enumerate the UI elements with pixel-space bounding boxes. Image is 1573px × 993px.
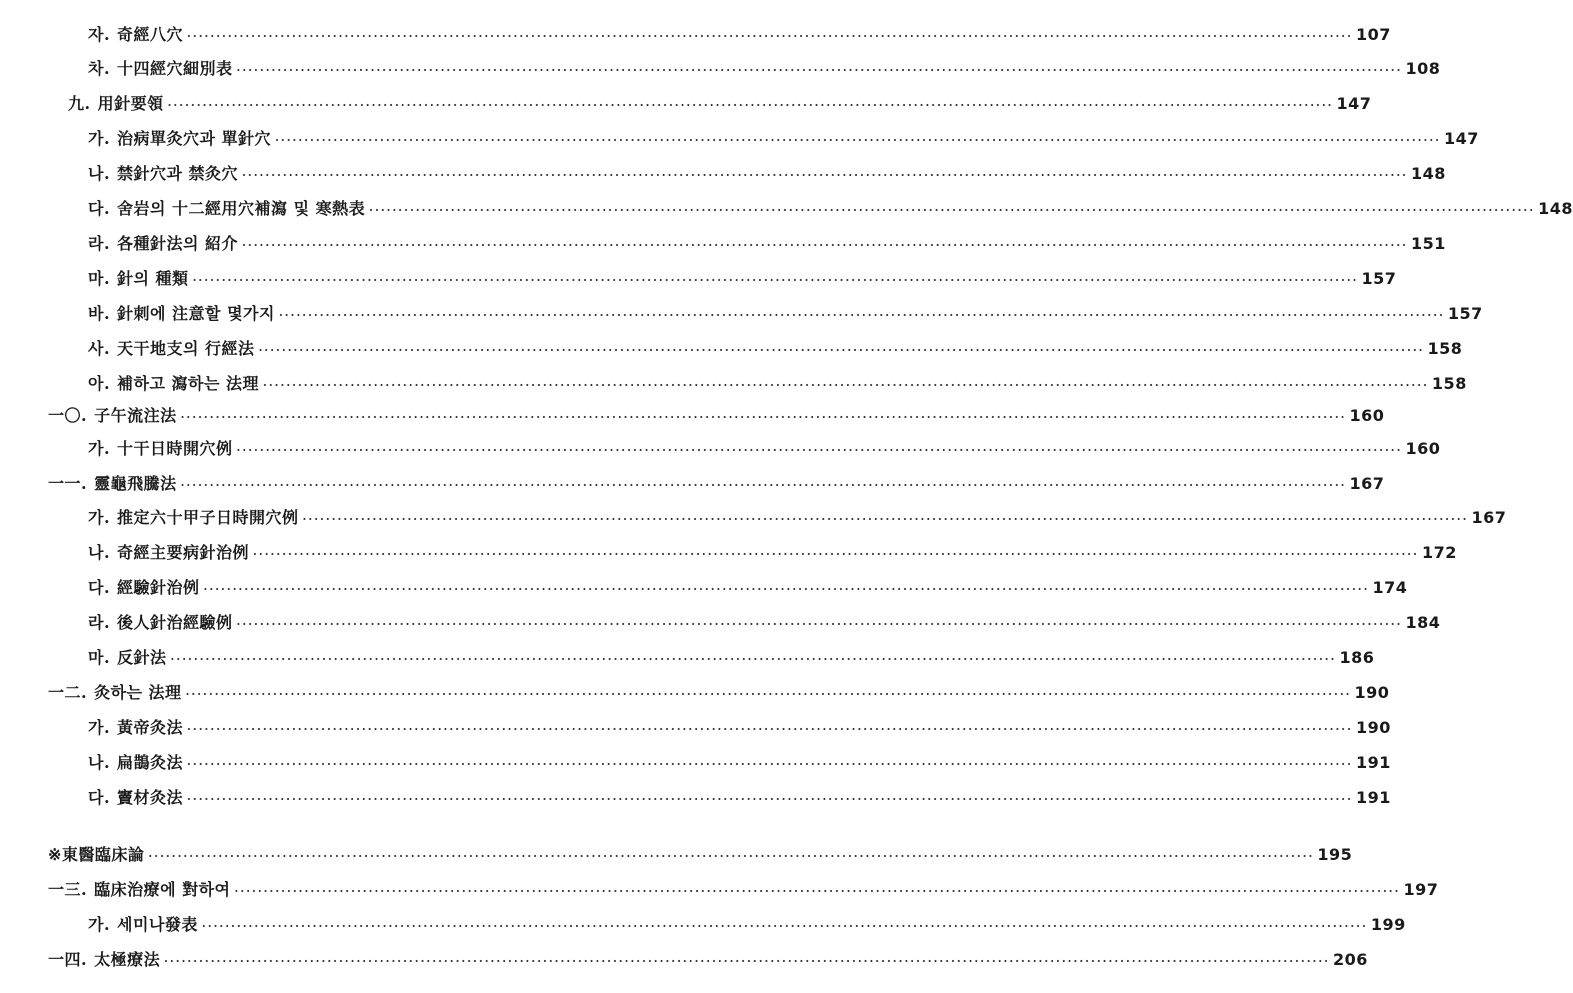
- toc-entry-title: 治病單灸穴과 單針穴: [117, 129, 272, 148]
- toc-entry-title: 推定六十甲子日時開穴例: [117, 508, 299, 527]
- toc-entry-page-number: 160: [1349, 406, 1385, 425]
- toc-entry: [88, 262, 1397, 296]
- dot-leader: ········································································································································································································: [170, 653, 1337, 666]
- toc-entry-title: 黃帝灸法: [117, 718, 184, 737]
- toc-entry-title: 東醫臨床論: [61, 845, 145, 864]
- toc-entry-number: 바.: [88, 304, 111, 323]
- toc-entry: [88, 781, 1391, 815]
- toc-entry: [88, 192, 1573, 226]
- toc-entry-page-number: 157: [1361, 269, 1397, 288]
- toc-entry-page-number: 147: [1336, 94, 1372, 113]
- toc-entry-number: 자.: [88, 25, 111, 44]
- toc-entry-page-number: 167: [1471, 508, 1507, 527]
- toc-entry-page-number: 158: [1427, 339, 1463, 358]
- dot-leader: ········································································································································································································: [302, 513, 1469, 526]
- toc-entry-number: 나.: [88, 543, 111, 562]
- toc-entry-title: 十四經穴細別表: [117, 59, 233, 78]
- toc-entry: [48, 467, 1385, 501]
- toc-entry: [88, 746, 1391, 780]
- dot-leader: ········································································································································································································: [278, 309, 1445, 322]
- toc-entry-number: 一一.: [48, 474, 88, 493]
- dot-leader: ········································································································································································································: [263, 379, 1429, 392]
- dot-leader: ········································································································································································································: [234, 885, 1401, 898]
- toc-entry-title: 子午流注法: [94, 406, 177, 425]
- toc-entry: [88, 908, 1406, 942]
- toc-entry: [48, 399, 1385, 433]
- toc-entry-number: 가.: [88, 439, 111, 458]
- toc-entry-number: 一〇.: [48, 406, 88, 425]
- toc-entry-title: 奇經八穴: [117, 25, 184, 44]
- dot-leader: ········································································································································································································: [203, 583, 1370, 596]
- toc-entry-number: 가.: [88, 915, 111, 934]
- toc-entry: [88, 536, 1457, 570]
- toc-entry: [68, 87, 1372, 121]
- toc-entry-title: 奇經主要病針治例: [117, 543, 250, 562]
- toc-entry: [88, 297, 1483, 331]
- toc-entry-page-number: 206: [1333, 950, 1368, 969]
- dot-leader: ········································································································································································································: [258, 344, 1425, 357]
- toc-entry-number: 차.: [88, 59, 111, 78]
- toc-entry-title: 各種針法의 紹介: [117, 234, 239, 253]
- dot-leader: ········································································································································································································: [275, 134, 1441, 147]
- dot-leader: ········································································································································································································: [236, 64, 1403, 77]
- dot-leader: ········································································································································································································: [187, 793, 1353, 806]
- dot-leader: ········································································································································································································: [253, 548, 1419, 561]
- toc-entry: [88, 227, 1446, 261]
- toc-entry-page-number: 148: [1410, 164, 1446, 183]
- toc-entry-page-number: 184: [1405, 613, 1441, 632]
- toc-entry-number: 다.: [88, 788, 111, 807]
- toc-entry-page-number: 195: [1317, 845, 1353, 864]
- toc-entry-title: 臨床治療에 對하여: [94, 880, 231, 899]
- toc-entry: [88, 606, 1441, 640]
- toc-entry: [48, 676, 1390, 710]
- dot-leader: ········································································································································································································: [180, 411, 1347, 424]
- toc-entry-page-number: 197: [1403, 880, 1439, 899]
- toc-entry-number: 라.: [88, 234, 111, 253]
- toc-entry-page-number: 151: [1410, 234, 1446, 253]
- dot-leader: ········································································································································································································: [148, 850, 1315, 863]
- toc-entry-title: 後人針治經驗例: [117, 613, 233, 632]
- toc-entry-page-number: 148: [1538, 199, 1573, 218]
- toc-entry: [88, 367, 1467, 401]
- toc-entry-page-number: 190: [1355, 718, 1391, 737]
- toc-entry-title: 用針要領: [97, 94, 164, 113]
- toc-entry: [88, 641, 1375, 675]
- toc-entry: [88, 52, 1441, 86]
- toc-entry-title: 補하고 瀉하는 法理: [117, 374, 259, 393]
- toc-entry-title: 經驗針治例: [117, 578, 200, 597]
- toc-entry-title: 扁鵲灸法: [117, 753, 184, 772]
- toc-entry: [88, 711, 1391, 745]
- toc-entry: [88, 501, 1507, 535]
- toc-entry-number: 가.: [88, 718, 111, 737]
- toc-entry-number: 다.: [88, 199, 111, 218]
- toc-entry-page-number: 172: [1421, 543, 1457, 562]
- toc-entry-number: 사.: [88, 339, 111, 358]
- toc-entry-title: 反針法: [117, 648, 167, 667]
- dot-leader: ········································································································································································································: [187, 723, 1353, 736]
- toc-entry-number: 一二.: [48, 683, 88, 702]
- toc-entry-number: 一三.: [48, 880, 88, 899]
- toc-entry-title: 세미나發表: [117, 915, 198, 934]
- dot-leader: ········································································································································································································: [236, 444, 1403, 457]
- toc-entry-number: 一四.: [48, 950, 88, 969]
- dot-leader: ········································································································································································································: [185, 688, 1352, 701]
- toc-entry: [48, 943, 1368, 977]
- toc-entry-number: 나.: [88, 164, 111, 183]
- dot-leader: ········································································································································································································: [201, 920, 1368, 933]
- toc-entry-page-number: 167: [1349, 474, 1385, 493]
- dot-leader: ········································································································································································································: [187, 758, 1353, 771]
- toc-entry-title: 針의 種類: [117, 269, 189, 288]
- toc-entry: [88, 122, 1479, 156]
- toc-entry-page-number: 190: [1354, 683, 1390, 702]
- toc-entry-page-number: 191: [1355, 788, 1391, 807]
- toc-entry: [88, 571, 1408, 605]
- toc-entry-page-number: 157: [1447, 304, 1483, 323]
- toc-entry-title: 禁針穴과 禁灸穴: [117, 164, 239, 183]
- toc-entry-number: ※: [48, 845, 62, 864]
- toc-entry-title: 舍岩의 十二經用穴補瀉 및 寒熱表: [117, 199, 366, 218]
- toc-entry: [48, 873, 1439, 907]
- toc-entry: [88, 18, 1391, 52]
- toc-entry: [88, 157, 1446, 191]
- toc-entry-page-number: 160: [1405, 439, 1441, 458]
- toc-entry-title: 竇材灸法: [117, 788, 184, 807]
- toc-entry: [48, 838, 1353, 872]
- dot-leader: ········································································································································································································: [242, 239, 1408, 252]
- dot-leader: ········································································································································································································: [242, 169, 1408, 182]
- dot-leader: ········································································································································································································: [180, 479, 1347, 492]
- toc-entry-title: 灸하는 法理: [94, 683, 182, 702]
- dot-leader: ········································································································································································································: [369, 204, 1536, 217]
- toc-entry-page-number: 191: [1355, 753, 1391, 772]
- toc-entry-number: 마.: [88, 269, 111, 288]
- toc-entry-page-number: 107: [1355, 25, 1391, 44]
- toc-entry-number: 아.: [88, 374, 111, 393]
- toc-entry-number: 마.: [88, 648, 111, 667]
- toc-entry-number: 나.: [88, 753, 111, 772]
- toc-entry-page-number: 108: [1405, 59, 1441, 78]
- toc-entry-title: 針刺에 注意할 몇가지: [117, 304, 275, 323]
- toc-entry-title: 靈龜飛騰法: [94, 474, 177, 493]
- toc-entry-title: 天干地支의 行經法: [117, 339, 255, 358]
- toc-entry-number: 가.: [88, 508, 111, 527]
- toc-entry-page-number: 174: [1372, 578, 1408, 597]
- toc-entry-title: 十干日時開穴例: [117, 439, 233, 458]
- toc-entry-number: 라.: [88, 613, 111, 632]
- dot-leader: ········································································································································································································: [164, 955, 1331, 968]
- dot-leader: ········································································································································································································: [167, 99, 1334, 112]
- toc-entry: [88, 432, 1441, 466]
- toc-entry-page-number: 199: [1370, 915, 1406, 934]
- toc-entry-page-number: 158: [1431, 374, 1467, 393]
- dot-leader: ········································································································································································································: [236, 618, 1403, 631]
- toc-entry-number: 九.: [68, 94, 91, 113]
- dot-leader: ········································································································································································································: [192, 274, 1359, 287]
- toc-entry-page-number: 186: [1339, 648, 1375, 667]
- toc-entry-title: 太極療法: [94, 950, 161, 969]
- dot-leader: ········································································································································································································: [187, 30, 1353, 43]
- toc-entry-number: 다.: [88, 578, 111, 597]
- toc-entry-page-number: 147: [1443, 129, 1479, 148]
- toc-entry-number: 가.: [88, 129, 111, 148]
- toc-entry: [88, 332, 1463, 366]
